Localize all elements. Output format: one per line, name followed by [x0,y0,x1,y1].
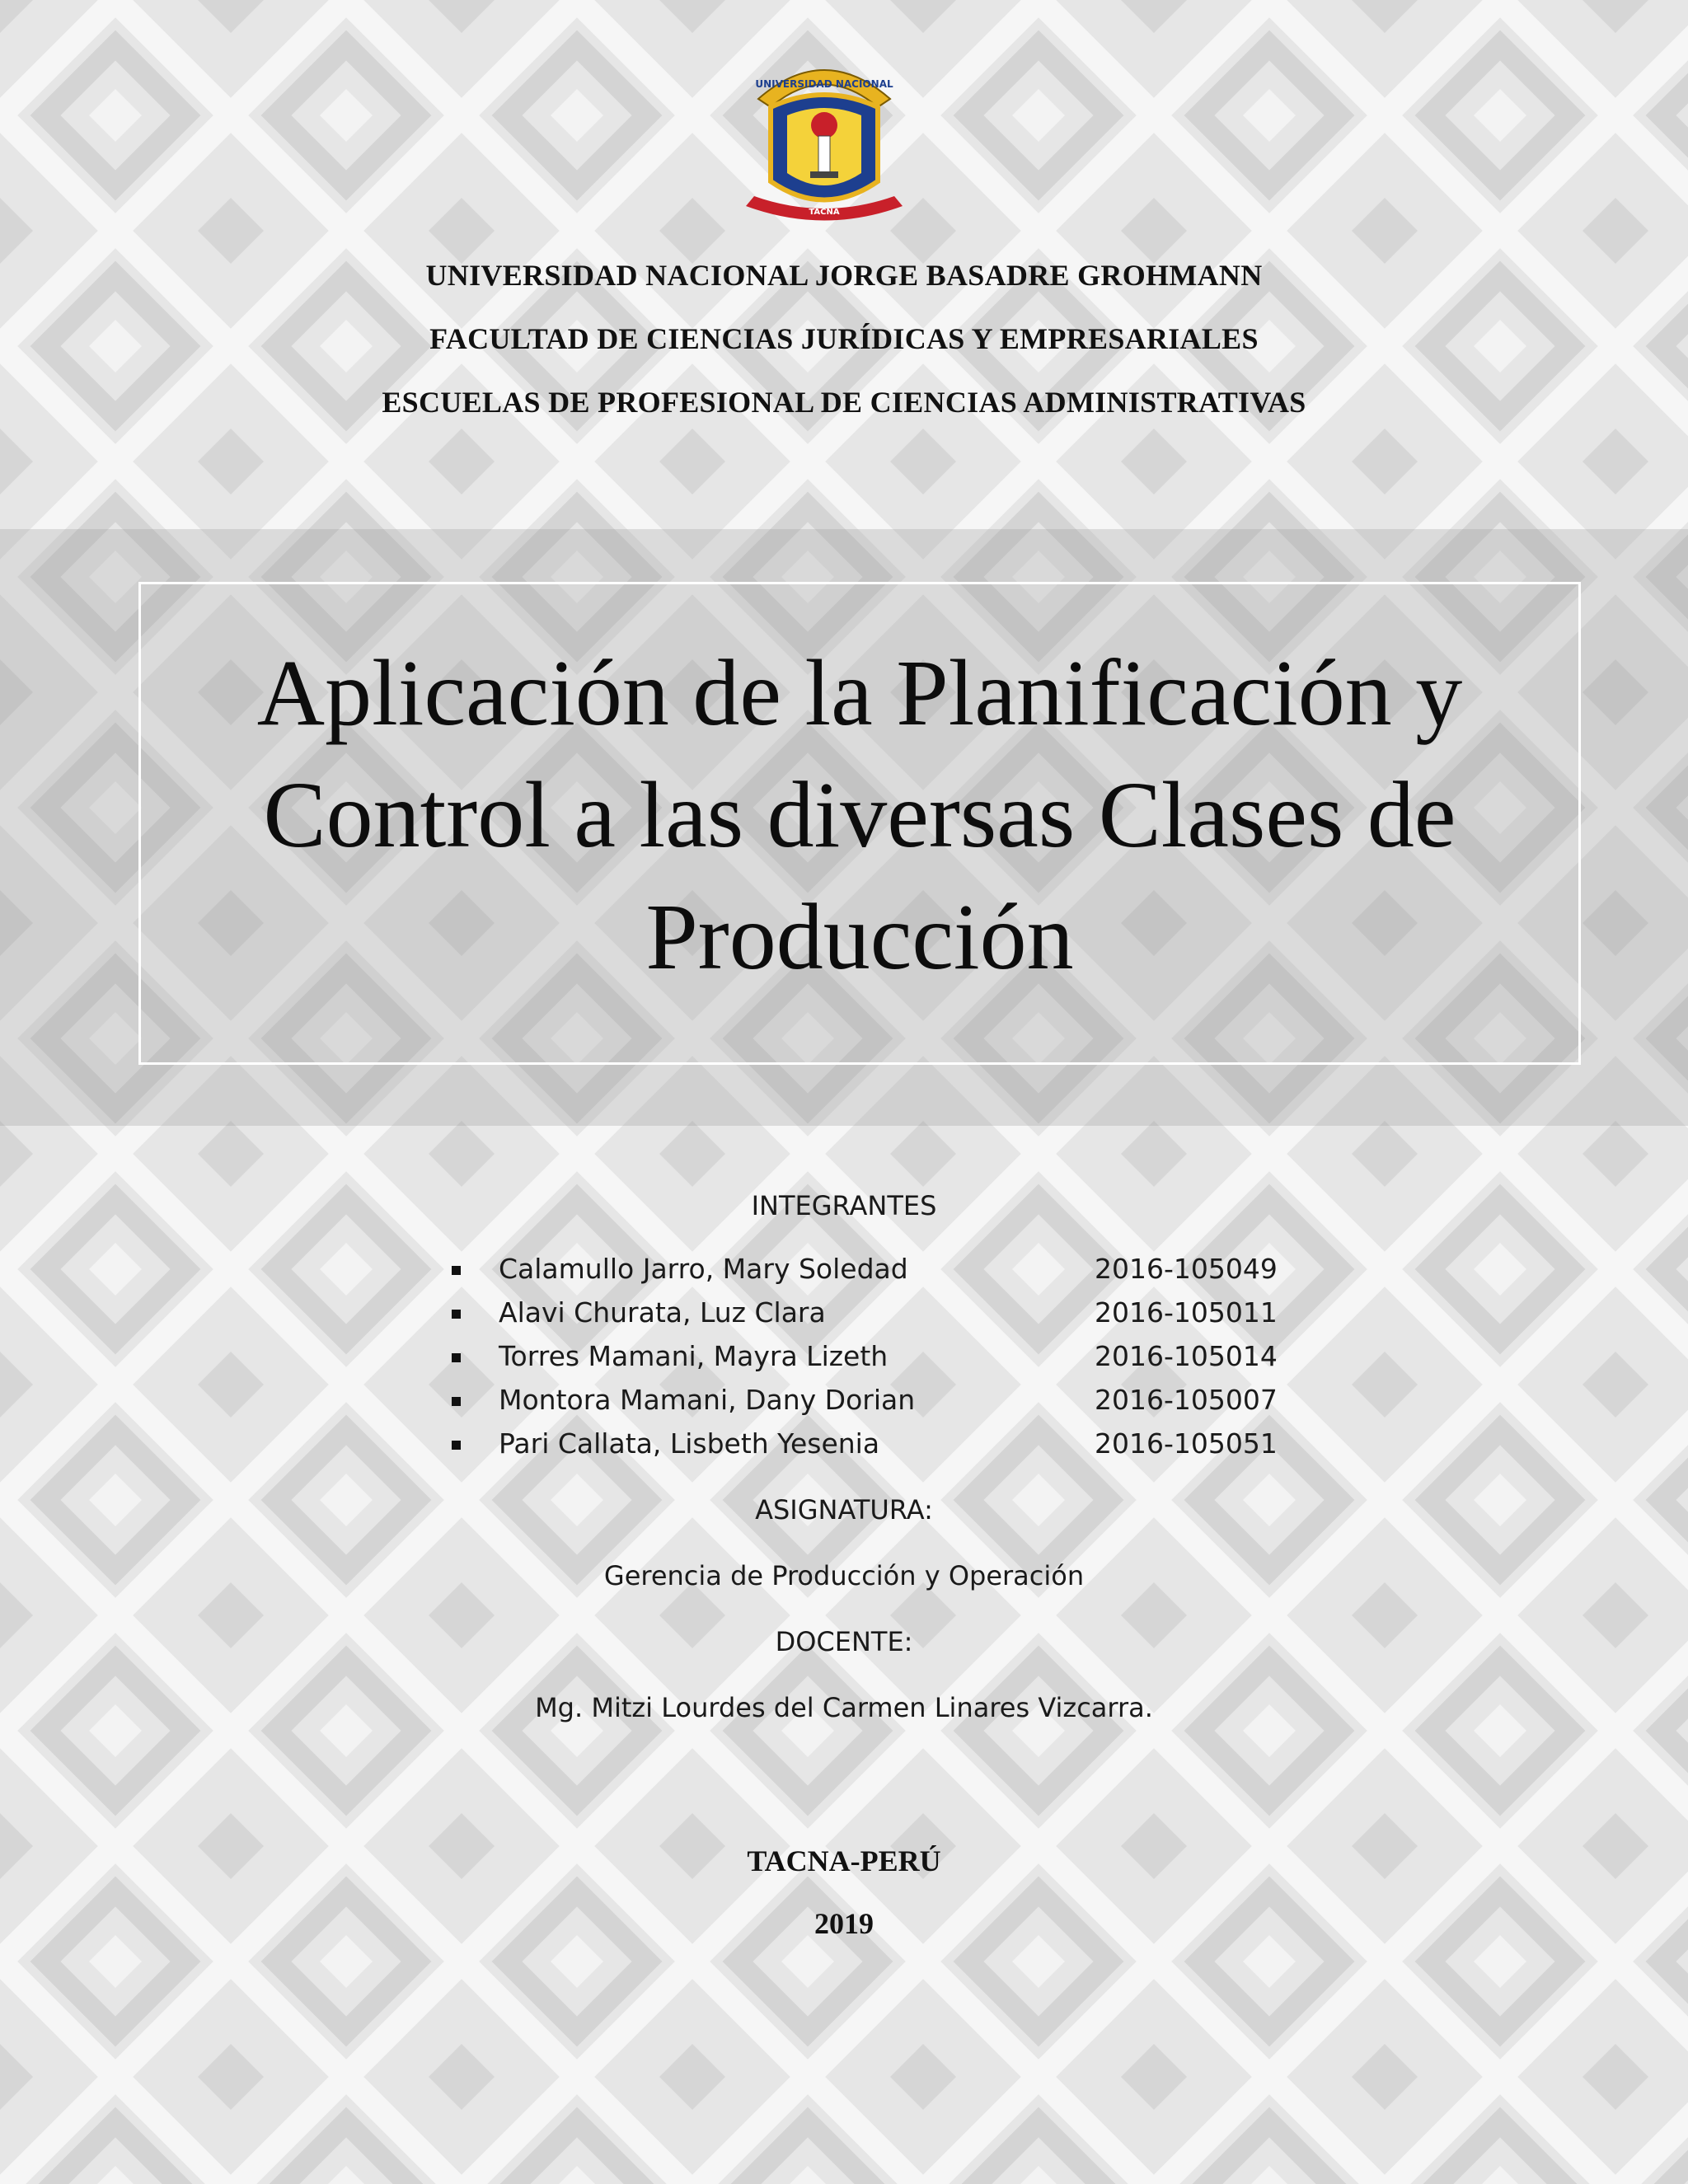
faculty-name: FACULTAD DE CIENCIAS JURÍDICAS Y EMPRESARIALES [429,322,1259,355]
bullet-icon [452,1441,461,1450]
teacher-name: Mg. Mitzi Lourdes del Carmen Linares Vizcarra. [535,1692,1153,1723]
member-name: Alavi Churata, Luz Clara [499,1296,826,1329]
member-name: Torres Mamani, Mayra Lizeth [499,1340,889,1372]
list-item [445,1384,1352,1427]
list-item [445,1340,1352,1384]
list-item [445,1296,1352,1340]
svg-text:TACNA: TACNA [809,208,840,217]
members-list [445,1253,1352,1471]
member-name: Montora Mamani, Dany Dorian [499,1384,916,1416]
member-code: 2016-105011 [1095,1296,1278,1329]
course-name: Gerencia de Producción y Operación [603,1560,1085,1591]
member-name: Pari Callata, Lisbeth Yesenia [499,1427,880,1460]
title-line-1: Aplicación de la Planificación y [256,640,1463,745]
member-code: 2016-105051 [1095,1427,1278,1460]
title-box [138,582,1581,1065]
member-code: 2016-105049 [1095,1253,1278,1285]
members-heading: INTEGRANTES [751,1190,937,1221]
bullet-icon [452,1397,461,1406]
list-item [445,1427,1352,1471]
document-title [200,632,1519,998]
member-code: 2016-105007 [1095,1384,1278,1416]
svg-text:UNIVERSIDAD NACIONAL: UNIVERSIDAD NACIONAL [755,78,893,90]
school-name: ESCUELAS DE PROFESIONAL DE CIENCIAS ADMINISTRATIVAS [382,386,1306,419]
year: 2019 [814,1907,874,1940]
title-line-3: Producción [645,884,1074,989]
bullet-icon [452,1353,461,1362]
member-name: Calamullo Jarro, Mary Soledad [499,1253,908,1285]
bullet-icon [452,1310,461,1319]
course-heading: ASIGNATURA: [755,1494,933,1526]
title-line-2: Control a las diversas Clases de [263,762,1456,867]
location: TACNA-PERÚ [747,1844,941,1877]
bullet-icon [452,1266,461,1275]
university-name: UNIVERSIDAD NACIONAL JORGE BASADRE GROHMANN [425,259,1263,292]
university-logo [738,49,911,231]
list-item [445,1253,1352,1296]
teacher-heading: DOCENTE: [775,1626,913,1657]
member-code: 2016-105014 [1095,1340,1278,1372]
